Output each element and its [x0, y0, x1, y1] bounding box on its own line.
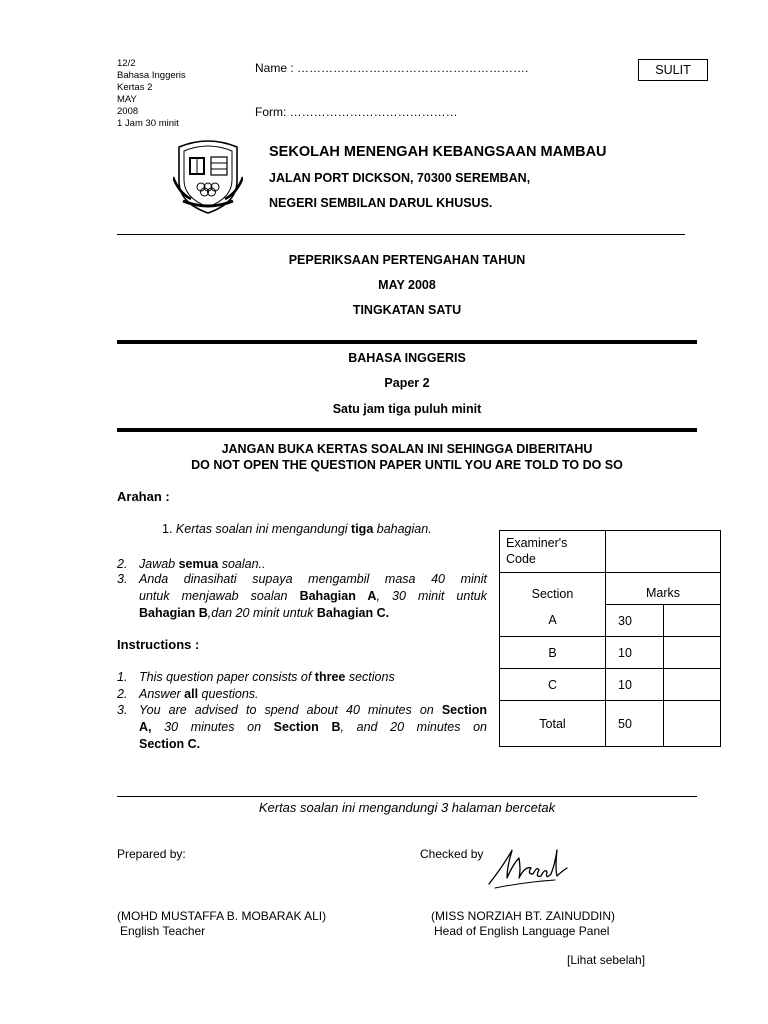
footer-divider [117, 796, 697, 797]
score-cell [663, 637, 721, 669]
section-cell: A [500, 605, 606, 637]
total-marks: 50 [606, 701, 664, 747]
arahan-item-1-text-a: Kertas soalan ini mengandungi [175, 522, 352, 536]
preparer-title: English Teacher [120, 924, 206, 938]
marks-cell: 10 [606, 669, 664, 701]
arahan-item-3 [117, 571, 487, 622]
checked-by-label: Checked by [420, 847, 484, 861]
arahan-item-1-num: 1. [162, 522, 173, 536]
marks-cell: 30 [606, 605, 664, 637]
meta-month: MAY [117, 94, 137, 105]
meta-duration: 1 Jam 30 minit [117, 118, 179, 129]
arahan-item-1-text-c: bahagian. [373, 522, 432, 536]
turn-over-note: [Lihat sebelah] [567, 953, 646, 967]
prepared-by-label: Prepared by: [117, 847, 186, 861]
school-address-line2: NEGERI SEMBILAN DARUL KHUSUS. [269, 196, 493, 210]
exam-title: PEPERIKSAAN PERTENGAHAN TAHUN [288, 253, 526, 267]
instructions-item-1-text-c: sections [345, 670, 395, 684]
instructions-item-2-text-c: questions. [198, 687, 259, 701]
checker-title: Head of English Language Panel [434, 924, 610, 938]
arahan-item-3-line3-bold-a: Bahagian B [139, 606, 208, 620]
arahan-item-3-line2-c: , 30 minit untuk [376, 589, 487, 603]
arahan-item-3-line3-b: ,dan 20 minit untuk [207, 606, 317, 620]
instructions-item-3-line2-bold-a: A, [139, 720, 152, 734]
section-header: Section [500, 573, 606, 605]
total-label: Total [500, 701, 606, 747]
instructions-item-1 [117, 669, 395, 686]
pages-note: Kertas soalan ini mengandungi 3 halaman bercetak [258, 800, 556, 815]
instructions-item-1-num: 1. [117, 670, 128, 684]
section-cell: B [500, 637, 606, 669]
instructions-heading: Instructions : [117, 637, 200, 652]
signature-icon [485, 844, 575, 890]
school-address-line1: JALAN PORT DICKSON, 70300 SEREMBAN, [269, 171, 531, 185]
section-cell: C [500, 669, 606, 701]
meta-year: 2008 [117, 106, 139, 117]
thick-divider-top [117, 340, 697, 344]
preparer-name: (MOHD MUSTAFFA B. MOBARAK ALI) [117, 909, 327, 923]
arahan-item-3-num: 3. [117, 572, 128, 586]
score-cell [663, 605, 721, 637]
arahan-item-2-text-c: soalan.. [218, 557, 266, 571]
thick-divider-bottom [117, 428, 697, 432]
arahan-item-2-text-a: Jawab [139, 557, 179, 571]
instructions-item-3-line2-d: , and 20 minutes on [340, 720, 487, 734]
header-divider [117, 234, 685, 235]
examiner-code-value [606, 531, 721, 573]
instructions-item-3-line2-b: 30 minutes on [151, 720, 274, 734]
instructions-item-2-bold: all [184, 687, 199, 701]
school-crest-icon [173, 137, 243, 215]
instructions-item-1-bold: three [314, 670, 346, 684]
instructions-item-1-text-a: This question paper consists of [139, 670, 315, 684]
instructions-item-3-num: 3. [117, 703, 128, 717]
form-field-line: Form: …………………………………… [255, 105, 458, 119]
exam-form: TINGKATAN SATU [352, 303, 462, 317]
meta-code: 12/2 [117, 58, 136, 69]
instructions-item-2 [117, 686, 259, 703]
total-score-cell [663, 701, 721, 747]
table-row [500, 669, 721, 701]
school-name: SEKOLAH MENENGAH KEBANGSAAN MAMBAU [269, 144, 607, 160]
warning-english: DO NOT OPEN THE QUESTION PAPER UNTIL YOU ARE TOLD TO DO SO [191, 458, 623, 472]
exam-paper: Paper 2 [384, 376, 430, 390]
instructions-item-3-line1-a: You are advised to spend about 40 minutes on [139, 703, 442, 717]
examiner-code-label: Examiner's Code [500, 531, 606, 573]
instructions-item-3 [117, 702, 487, 753]
arahan-heading: Arahan : [117, 489, 170, 504]
table-row [500, 637, 721, 669]
paper-meta [117, 58, 186, 130]
arahan-item-1-bold: tiga [351, 522, 374, 536]
arahan-item-3-line2-a: untuk menjawab soalan [139, 589, 300, 603]
arahan-item-2-num: 2. [117, 557, 128, 571]
name-field-line: Name : …………………………………………………. [255, 61, 529, 75]
arahan-item-3-line1: Anda dinasihati supaya mengambil masa 40 minit [139, 572, 487, 586]
arahan-item-1 [162, 521, 432, 538]
marks-cell: 10 [606, 637, 664, 669]
exam-subject: BAHASA INGGERIS [348, 351, 466, 365]
total-row [500, 701, 721, 747]
instructions-item-3-line2-bold-c: Section B [273, 720, 341, 734]
meta-paper: Kertas 2 [117, 82, 153, 93]
exam-duration: Satu jam tiga puluh minit [332, 402, 482, 416]
classification-badge: SULIT [638, 59, 708, 81]
exam-date: MAY 2008 [378, 278, 436, 292]
checker-name: (MISS NORZIAH BT. ZAINUDDIN) [431, 909, 616, 923]
instructions-item-2-text-a: Answer [139, 687, 185, 701]
warning-malay: JANGAN BUKA KERTAS SOALAN INI SEHINGGA DIBERITAHU [221, 442, 593, 456]
arahan-item-3-line3-bold-c: Bahagian C. [316, 606, 390, 620]
arahan-item-3-line2-bold: Bahagian A [299, 589, 377, 603]
meta-subject: Bahasa Inggeris [117, 70, 186, 81]
score-cell [663, 669, 721, 701]
instructions-item-2-num: 2. [117, 687, 128, 701]
instructions-item-3-line1-bold: Section [441, 703, 487, 717]
instructions-item-3-line3: Section C. [139, 737, 201, 751]
marks-header: Marks [606, 573, 721, 605]
marks-table [499, 530, 721, 747]
table-row [500, 605, 721, 637]
arahan-item-2-bold: semua [178, 557, 219, 571]
